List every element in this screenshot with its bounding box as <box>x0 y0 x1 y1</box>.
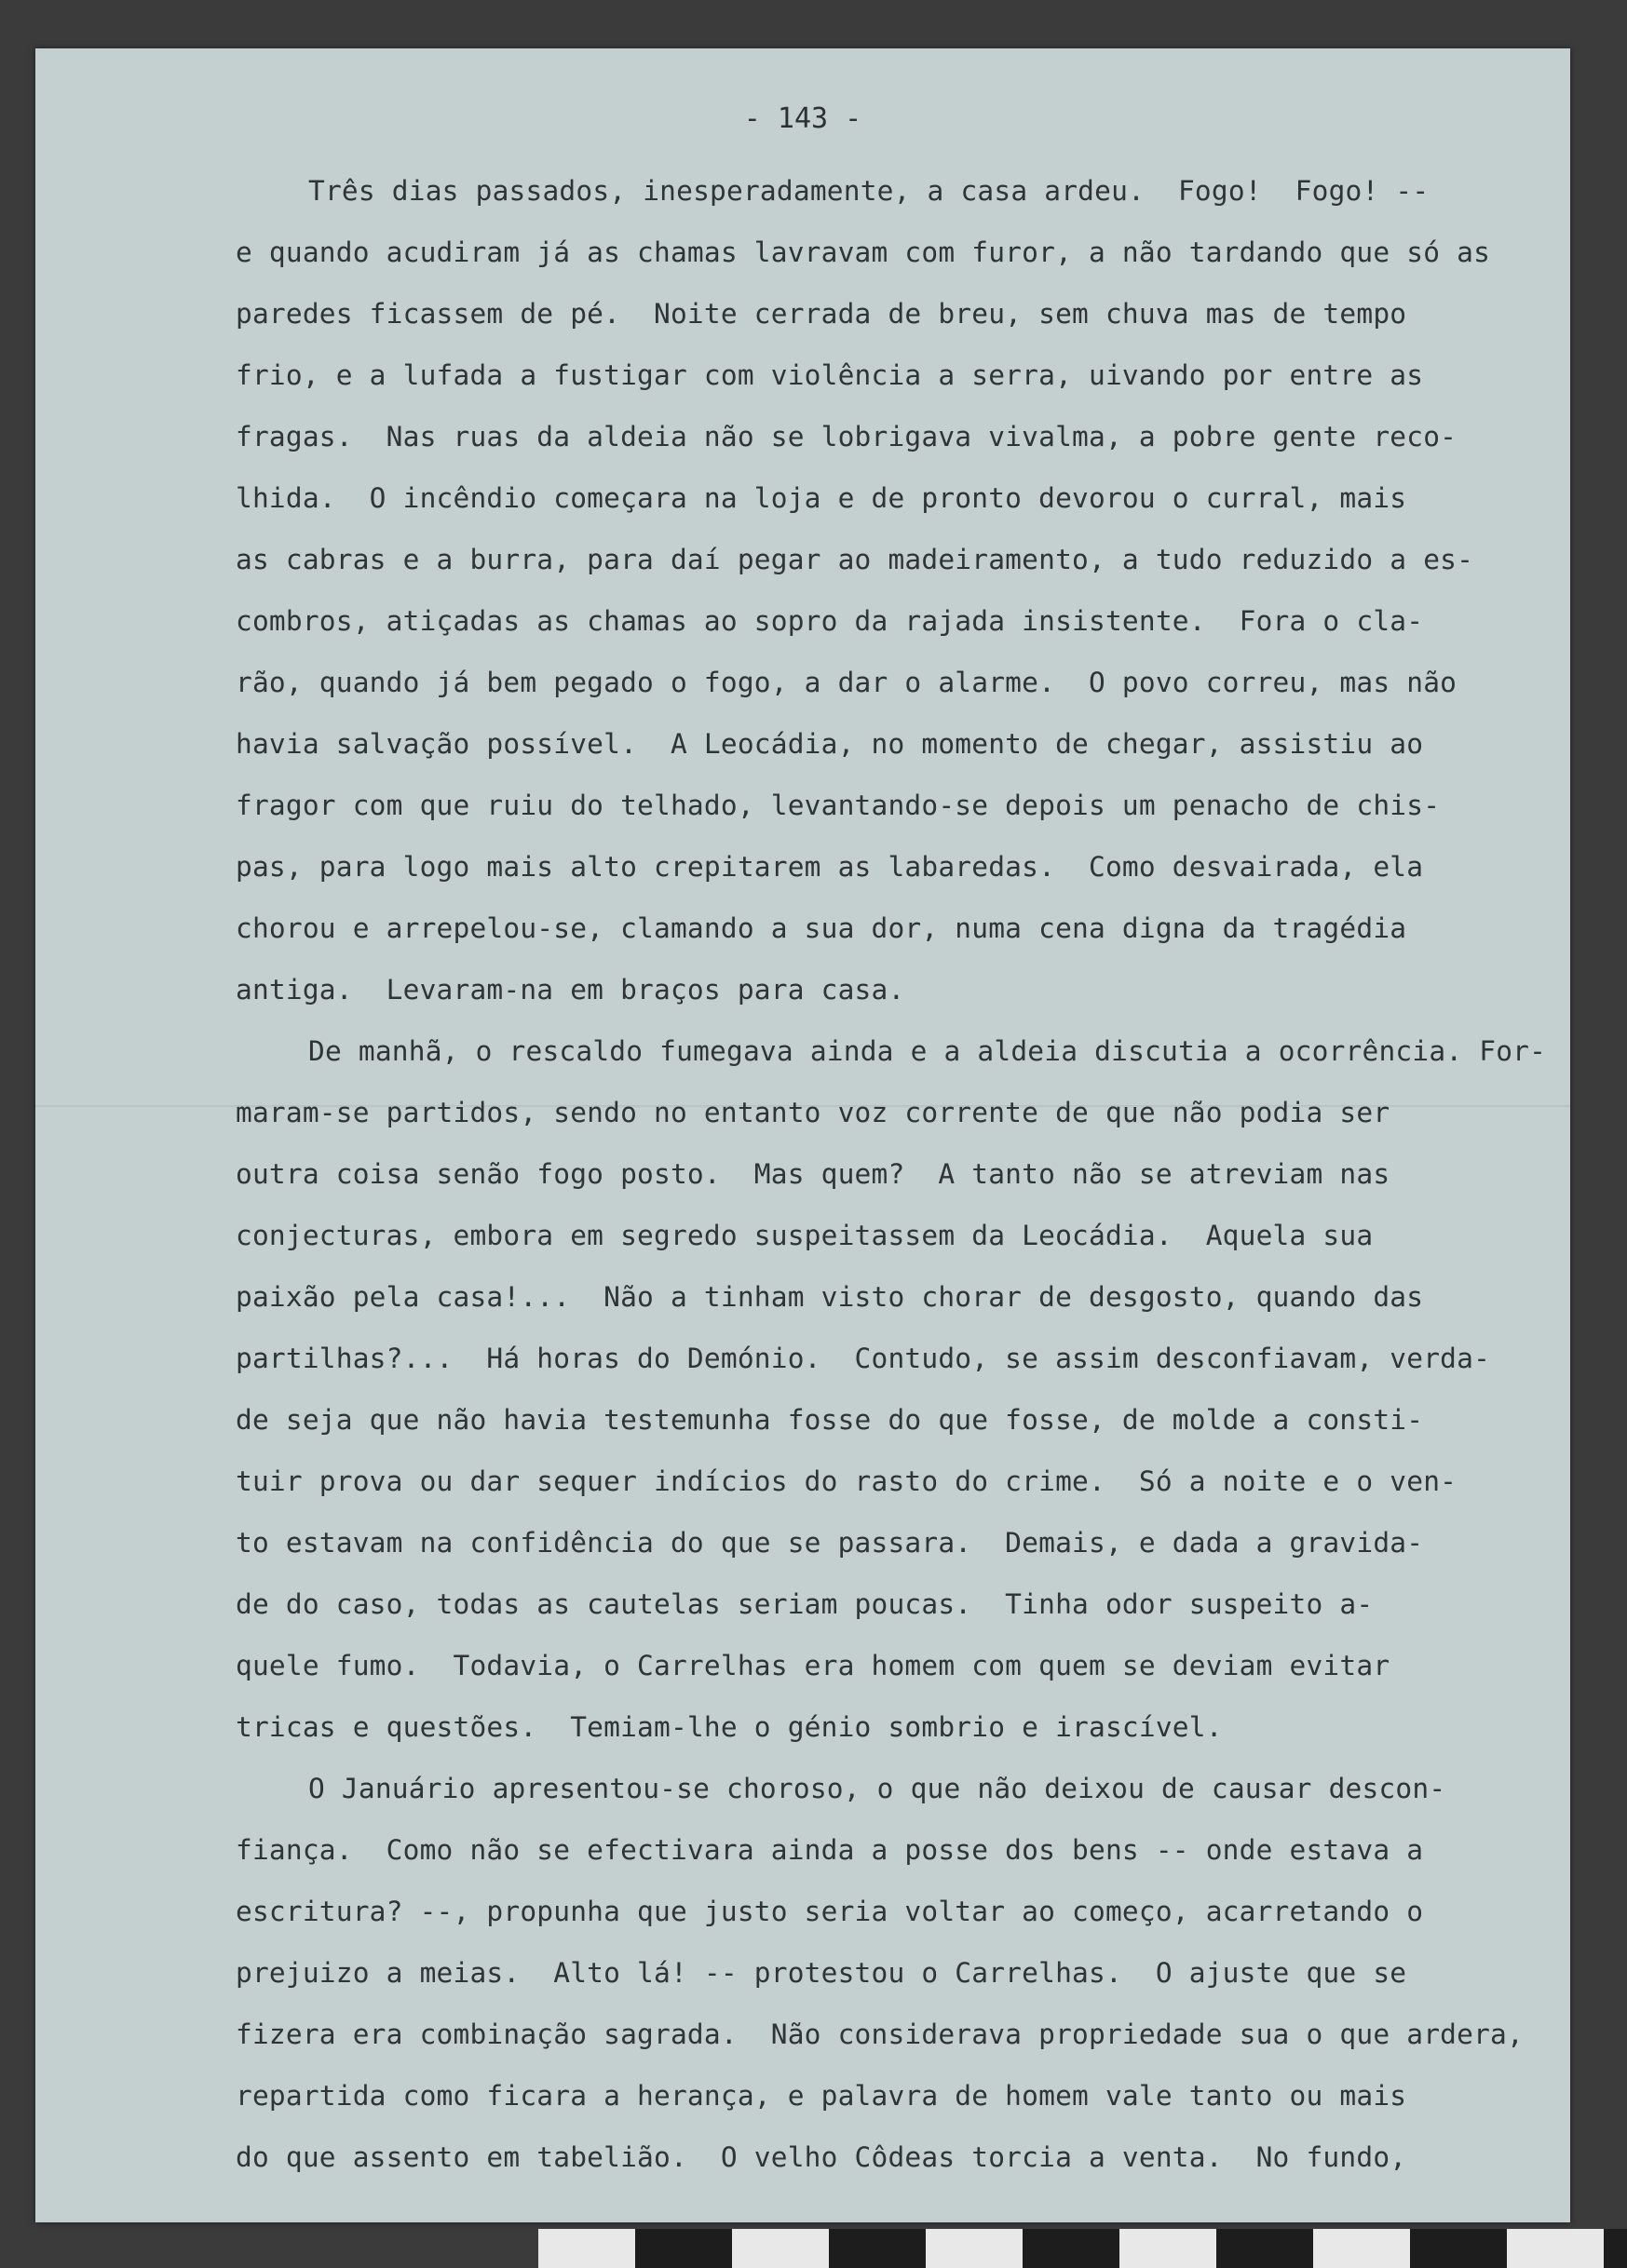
text-line: fragor com que ruiu do telhado, levantando-se depois um penacho de chis- <box>236 790 1441 821</box>
text-line: escritura? --, propunha que justo seria voltar ao começo, acarretando o <box>236 1896 1424 1927</box>
text-line: antiga. Levaram-na em braços para casa. <box>236 974 905 1006</box>
text-line: de seja que não havia testemunha fosse do que fosse, de molde a consti- <box>236 1404 1424 1436</box>
text-line: e quando acudiram já as chamas lavravam com furor, a não tardando que só as <box>236 236 1491 268</box>
text-line: fizera era combinação sagrada. Não considerava propriedade sua o que ardera, <box>236 2018 1524 2050</box>
text-line: rão, quando já bem pegado o fogo, a dar o alarme. O povo correu, mas não <box>236 667 1458 698</box>
text-line: havia salvação possível. A Leocádia, no momento de chegar, assistiu ao <box>236 728 1424 760</box>
text-line: tuir prova ou dar sequer indícios do rasto do crime. Só a noite e o ven- <box>236 1465 1458 1497</box>
text-line: O Januário apresentou-se choroso, o que não deixou de causar descon- <box>308 1773 1446 1804</box>
text-line: repartida como ficara a herança, e palavra de homem vale tanto ou mais <box>236 2080 1407 2112</box>
text-line: conjecturas, embora em segredo suspeitassem da Leocádia. Aquela sua <box>236 1220 1374 1251</box>
text-line: outra coisa senão fogo posto. Mas quem? A tanto não se atreviam nas <box>236 1158 1390 1190</box>
text-line: to estavam na confidência do que se passara. Demais, e dada a gravida- <box>236 1527 1424 1559</box>
text-line: pas, para logo mais alto crepitarem as labaredas. Como desvairada, ela <box>236 851 1424 883</box>
page-number: - 143 - <box>743 102 862 135</box>
text-line: chorou e arrepelou-se, clamando a sua dor, numa cena digna da tragédia <box>236 912 1407 944</box>
text-line: fragas. Nas ruas da aldeia não se lobrigava vivalma, a pobre gente reco- <box>236 421 1458 452</box>
text-line: de do caso, todas as cautelas seriam poucas. Tinha odor suspeito a- <box>236 1588 1374 1620</box>
text-line: paredes ficassem de pé. Noite cerrada de breu, sem chuva mas de tempo <box>236 298 1407 330</box>
text-line: tricas e questões. Temiam-lhe o génio sombrio e irascível. <box>236 1711 1223 1743</box>
typescript-page <box>35 48 1570 2222</box>
text-line: quele fumo. Todavia, o Carrelhas era homem com quem se deviam evitar <box>236 1650 1390 1681</box>
text-line: maram-se partidos, sendo no entanto voz corrente de que não podia ser <box>236 1097 1390 1128</box>
text-line: De manhã, o rescaldo fumegava ainda e a aldeia discutia a ocorrência. For- <box>308 1035 1547 1067</box>
text-line: as cabras e a burra, para daí pegar ao madeiramento, a tudo reduzido a es- <box>236 544 1474 575</box>
text-line: prejuizo a meias. Alto lá! -- protestou o Carrelhas. O ajuste que se <box>236 1957 1407 1989</box>
text-line: lhida. O incêndio começara na loja e de pronto devorou o curral, mais <box>236 482 1407 514</box>
scale-ruler <box>538 2229 1627 2268</box>
text-line: fiança. Como não se efectivara ainda a posse dos bens -- onde estava a <box>236 1834 1424 1866</box>
text-line: frio, e a lufada a fustigar com violência a serra, uivando por entre as <box>236 359 1424 391</box>
body-text <box>236 160 1577 2188</box>
text-line: combros, atiçadas as chamas ao sopro da rajada insistente. Fora o cla- <box>236 605 1424 637</box>
text-line: partilhas?... Há horas do Demónio. Contudo, se assim desconfiavam, verda- <box>236 1343 1491 1374</box>
text-line: paixão pela casa!... Não a tinham visto chorar de desgosto, quando das <box>236 1281 1424 1313</box>
text-line: Três dias passados, inesperadamente, a casa ardeu. Fogo! Fogo! -- <box>308 175 1430 207</box>
text-line: do que assento em tabelião. O velho Côdeas torcia a venta. No fundo, <box>236 2141 1407 2173</box>
